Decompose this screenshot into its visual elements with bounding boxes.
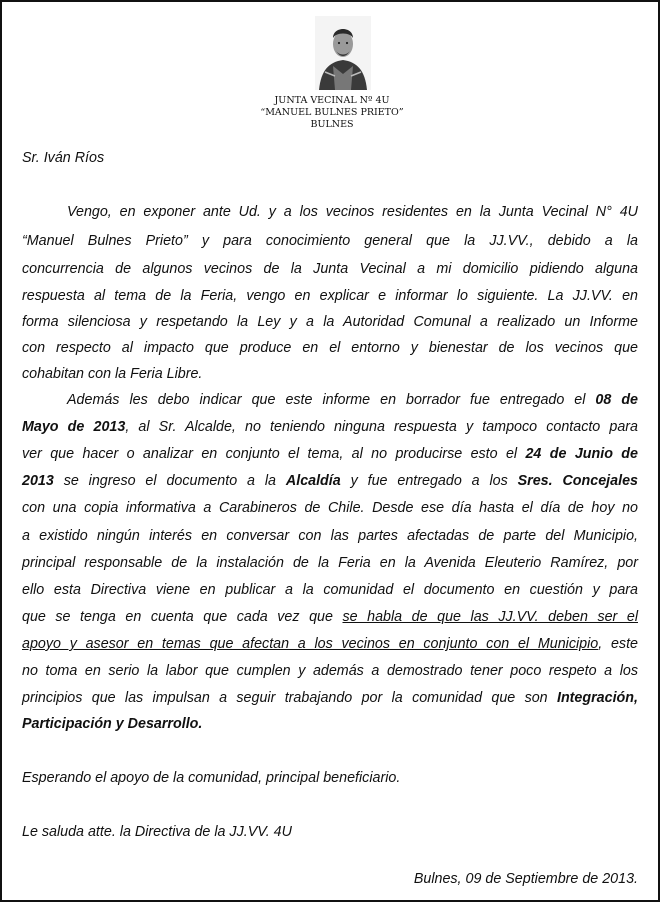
p2-line-10: apoyo y asesor en temas que afectan a los vecinos en conjunto con el Municipio, este (22, 636, 638, 652)
p2-line-6: a existido ningún interés en conversar con las partes afectadas de parte del Municipio, (22, 528, 638, 544)
header-line-3: BULNES (310, 119, 354, 130)
p2-line-2: Mayo de 2013, al Sr. Alcalde, no teniendo ninguna respuesta y tampoco contacto para (22, 419, 639, 435)
p2-line-13: Participación y Desarrollo. (22, 716, 203, 732)
p1-line-2: “Manuel Bulnes Prieto” y para conocimiento general que la JJ.VV., debido a la (22, 233, 638, 249)
p2-line-8: ello esta Directiva viene en publicar a la comunidad el documento en cuestión y para (22, 582, 638, 598)
p1-line-3: concurrencia de algunos vecinos de la Junta Vecinal a mi domicilio pidiendo alguna (22, 261, 638, 277)
header-line-1: JUNTA VECINAL Nº 4U (274, 95, 390, 106)
p1-line-4: respuesta al tema de la Feria, vengo en explicar e informar lo siguiente. La JJ.VV. en (22, 288, 638, 304)
p2-line-9: que se tenga en cuenta que cada vez que se habla de que las JJ.VV. deben ser el (22, 609, 638, 625)
p2-line-5: con una copia informativa a Carabineros de Chile. Desde ese día hasta el día de hoy no (22, 500, 638, 516)
manuel-bulnes-portrait (315, 16, 371, 90)
date-line: Bulnes, 09 de Septiembre de 2013. (413, 871, 638, 887)
recipient: Sr. Iván Ríos (22, 150, 105, 166)
closing-2: Le saluda atte. la Directiva de la JJ.VV. 4U (22, 824, 292, 840)
p2-line-7: principal responsable de la instalación de la Feria en la Avenida Eleuterio Ramírez, por (22, 555, 638, 571)
p1-line-6: con respecto al impacto que produce en el entorno y bienestar de los vecinos que (22, 340, 638, 356)
p1-line-5: forma silenciosa y respetando la Ley y a la Autoridad Comunal a realizado un Informe (22, 314, 638, 330)
p2-line-3: ver que hacer o analizar en conjunto el tema, al no producirse esto el 24 de Junio de (22, 446, 638, 462)
header-line-2: “MANUEL BULNES PRIETO” (260, 107, 404, 118)
p1-line-1: Vengo, en exponer ante Ud. y a los vecinos residentes en la Junta Vecinal N° 4U (67, 204, 638, 220)
p2-line-1: Además les debo indicar que este informe en borrador fue entregado el 08 de (67, 392, 638, 408)
p2-line-11: no toma en serio la labor que cumplen y además a demostrado tener poco respeto a los (22, 663, 638, 679)
p2-line-12: principios que las impulsan a seguir trabajando por la comunidad que son Integración, (22, 690, 638, 706)
closing-1: Esperando el apoyo de la comunidad, principal beneficiario. (22, 770, 401, 786)
p1-line-7: cohabitan con la Feria Libre. (22, 366, 203, 382)
p2-line-4: 2013 se ingreso el documento a la Alcaldía y fue entregado a los Sres. Concejales (22, 473, 638, 489)
